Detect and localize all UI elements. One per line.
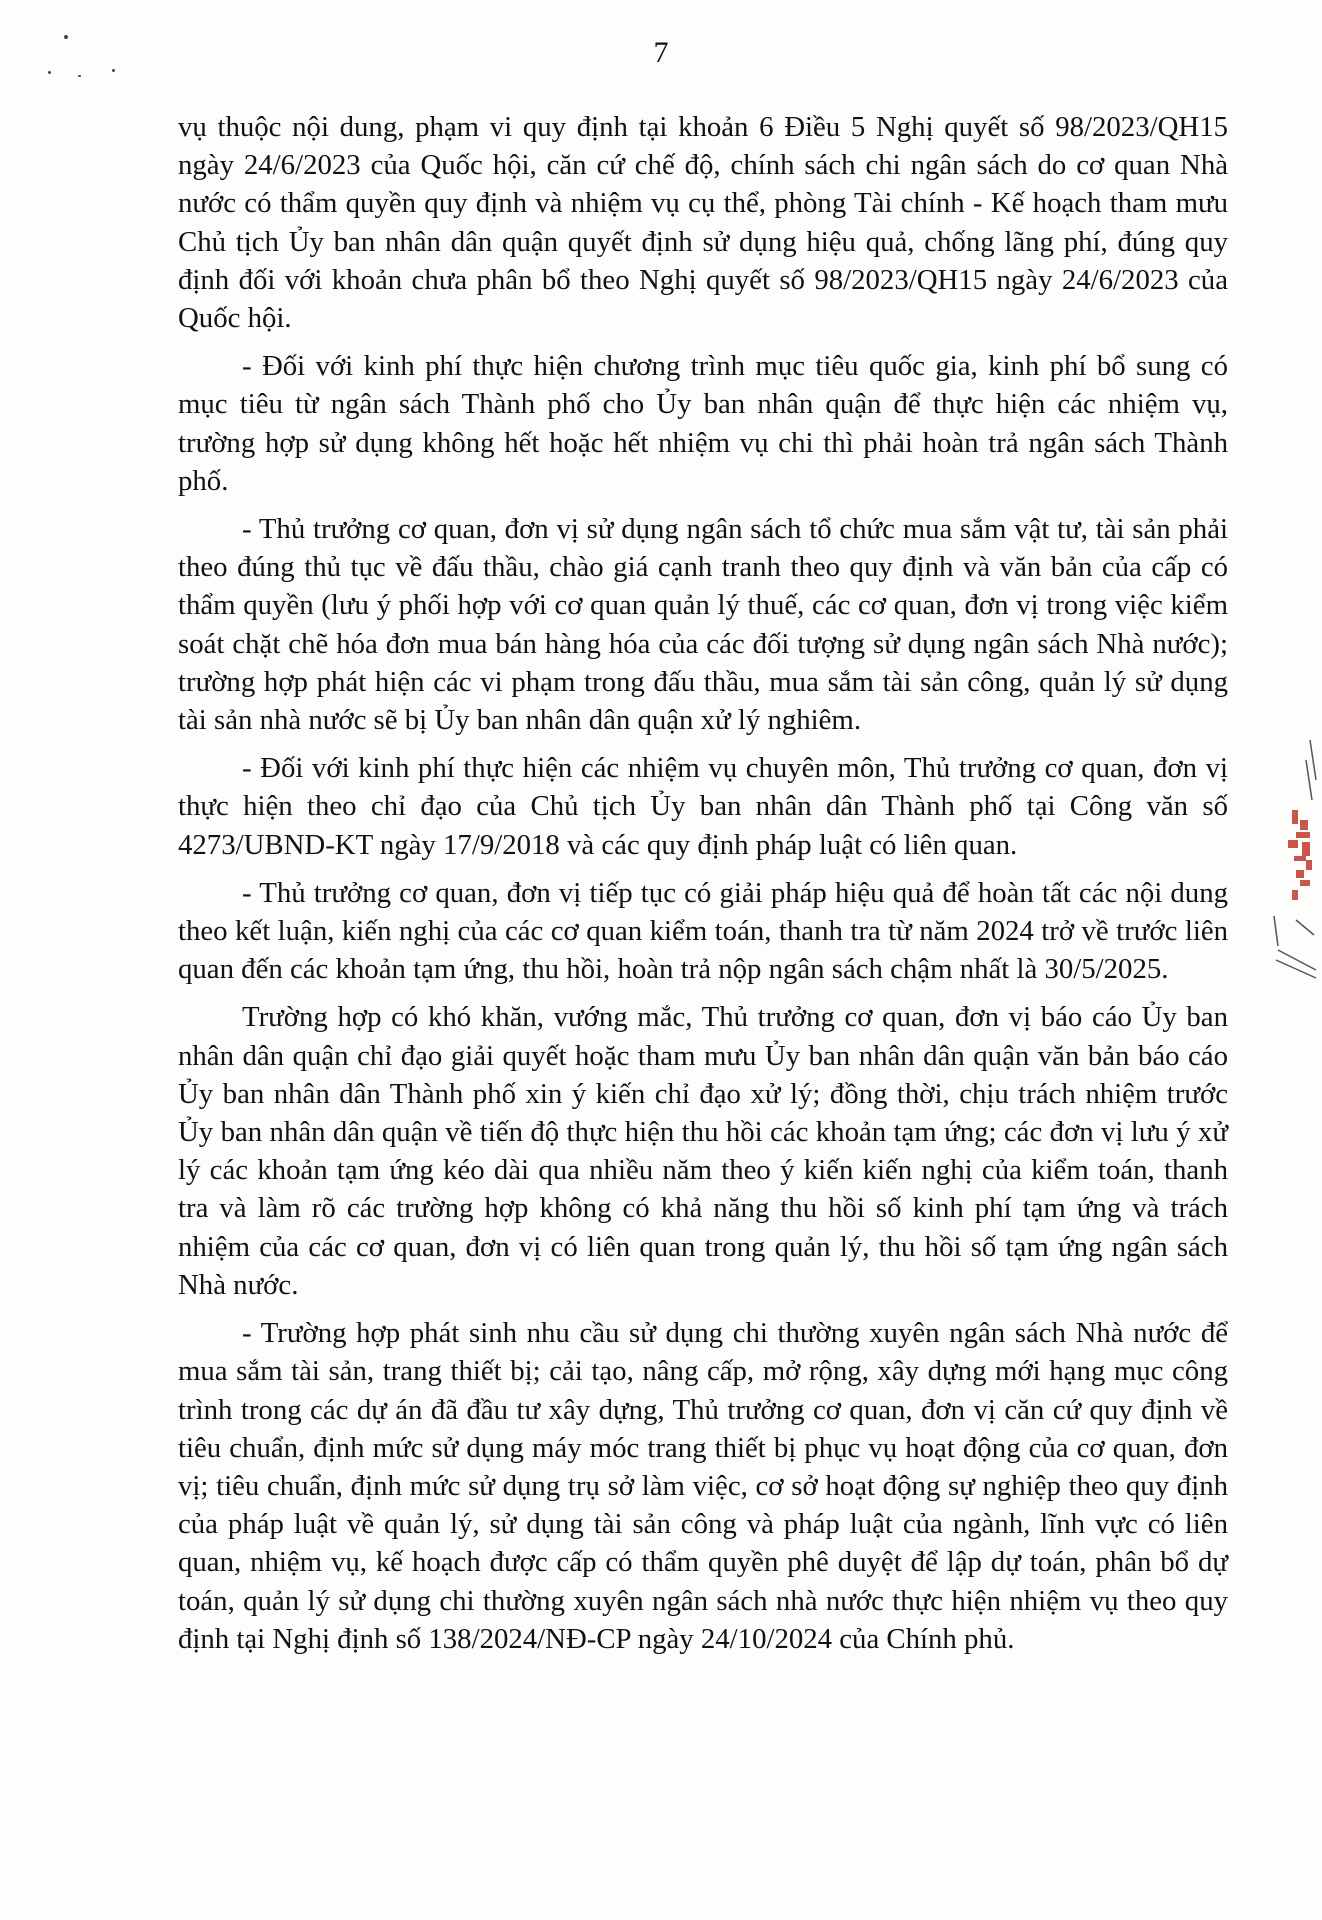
seal-edge-mark <box>1266 720 1322 980</box>
paragraph: - Thủ trưởng cơ quan, đơn vị sử dụng ngân sách tổ chức mua sắm vật tư, tài sản phải theo đúng thủ tục về đấu thầu, chào giá cạnh tranh theo quy định và văn bản của cấp có thẩm quyền (lưu ý phối hợp với cơ quan quản lý thuế, các cơ quan, đơn vị trong việc kiểm soát chặt chẽ hóa đơn mua bán hàng hóa của các đối tượng sử dụng ngân sách Nhà nước); trường hợp phát hiện các vi phạm trong đấu thầu, mua sắm tài sản công, quản lý sử dụng tài sản nhà nước sẽ bị Ủy ban nhân dân quận xử lý nghiêm. <box>178 513 1228 737</box>
paragraph: Trường hợp có khó khăn, vướng mắc, Thủ trưởng cơ quan, đơn vị báo cáo Ủy ban nhân dân quận chỉ đạo giải quyết hoặc tham mưu Ủy ban nhân dân quận văn bản báo cáo Ủy ban nhân dân Thành phố xin ý kiến chỉ đạo xử lý; đồng thời, chịu trách nhiệm trước Ủy ban nhân dân quận về tiến độ thực hiện thu hồi các khoản tạm ứng; các đơn vị lưu ý xử lý các khoản tạm ứng kéo dài qua nhiều năm theo ý kiến kiến nghị của kiểm toán, thanh tra và làm rõ các trường hợp không có khả năng thu hồi số kinh phí tạm ứng và trách nhiệm của các cơ quan, đơn vị có liên quan trong quản lý, thu hồi số tạm ứng ngân sách Nhà nước. <box>178 1001 1228 1301</box>
page-number: 7 <box>653 36 669 69</box>
scan-speck <box>78 75 81 77</box>
document-body <box>178 108 1228 1668</box>
paragraph: vụ thuộc nội dung, phạm vi quy định tại khoản 6 Điều 5 Nghị quyết số 98/2023/QH15 ngày 24/6/2023 của Quốc hội, căn cứ chế độ, chính sách chi ngân sách do cơ quan Nhà nước có thẩm quyền quy định và nhiệm vụ cụ thể, phòng Tài chính - Kế hoạch tham mưu Chủ tịch Ủy ban nhân dân quận quyết định sử dụng hiệu quả, chống lãng phí, đúng quy định đối với khoản chưa phân bổ theo Nghị quyết số 98/2023/QH15 ngày 24/6/2023 của Quốc hội. <box>178 111 1228 335</box>
paragraph: - Thủ trưởng cơ quan, đơn vị tiếp tục có giải pháp hiệu quả để hoàn tất các nội dung theo kết luận, kiến nghị của các cơ quan kiểm toán, thanh tra từ năm 2024 trở về trước liên quan đến các khoản tạm ứng, thu hồi, hoàn trả nộp ngân sách chậm nhất là 30/5/2025. <box>178 876 1228 986</box>
scan-speck <box>48 71 51 74</box>
paragraph: - Đối với kinh phí thực hiện các nhiệm vụ chuyên môn, Thủ trưởng cơ quan, đơn vị thực hiện theo chỉ đạo của Chủ tịch Ủy ban nhân dân Thành phố tại Công văn số 4273/UBND-KT ngày 17/9/2018 và các quy định pháp luật có liên quan. <box>178 752 1228 861</box>
paragraph: - Trường hợp phát sinh nhu cầu sử dụng chi thường xuyên ngân sách Nhà nước để mua sắm tài sản, trang thiết bị; cải tạo, nâng cấp, mở rộng, xây dựng mới hạng mục công trình trong các dự án đã đầu tư xây dựng, Thủ trưởng cơ quan, đơn vị căn cứ quy định về tiêu chuẩn, định mức sử dụng máy móc trang thiết bị phục vụ hoạt động của cơ quan, đơn vị; tiêu chuẩn, định mức sử dụng trụ sở làm việc, cơ sở hoạt động sự nghiệp theo quy định của pháp luật về quản lý, sử dụng tài sản công và pháp luật của ngành, lĩnh vực có liên quan, nhiệm vụ, kế hoạch được cấp có thẩm quyền phê duyệt để lập dự toán, phân bổ dự toán, quản lý sử dụng chi thường xuyên ngân sách nhà nước thực hiện nhiệm vụ theo quy định tại Nghị định số 138/2024/NĐ-CP ngày 24/10/2024 của Chính phủ. <box>178 1317 1228 1655</box>
paragraph: - Đối với kinh phí thực hiện chương trình mục tiêu quốc gia, kinh phí bổ sung có mục tiêu từ ngân sách Thành phố cho Ủy ban nhân quận để thực hiện các nhiệm vụ, trường hợp sử dụng không hết hoặc hết nhiệm vụ chi thì phải hoàn trả ngân sách Thành phố. <box>178 350 1228 497</box>
